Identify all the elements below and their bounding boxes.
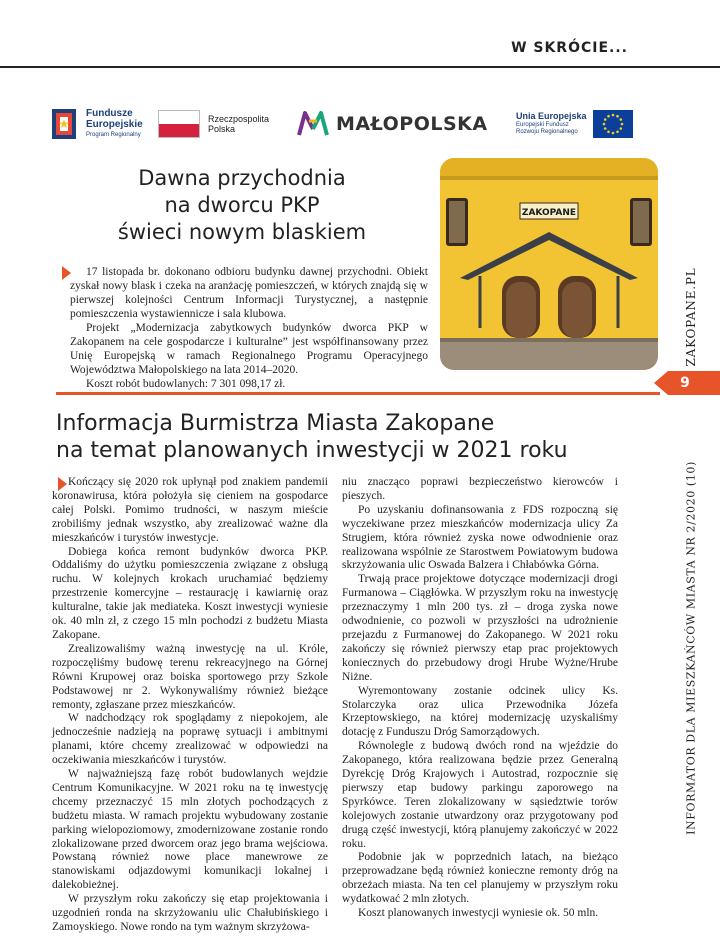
malopolska-m-icon <box>296 109 330 139</box>
fe-line1: Fundusze <box>86 108 133 120</box>
col1-paragraph-6: W przyszłym roku zakończy się etap projektowania i uzgodnień ronda na skrzyżowaniu ulic Chałubińskiego i Zamoyskiego. Nowe rondo na tym ważnym skrzyżowa- <box>52 893 328 933</box>
article1-body <box>70 265 428 391</box>
article1-paragraph-2: Projekt „Modernizacja zabytkowych budynków dworca PKP w Zakopanem na cele gospodarcze i kulturalne” jest współfinansowany przez Unię Europejską w ramach Regionalnego Programu Operacyjnego Województwa Małopolskiego na lata 2014–2020. <box>70 322 428 376</box>
col1-paragraph-1: Kończący się 2020 rok upłynął pod znakiem pandemii koronawirusa, która położyła się cieniem na gospodarce całej Polski. Pomimo trudności, w naszym mieście zrobiliśmy jednak wszystko, aby zrealizować ważne dla mieszkańców i turystów inwestycje. <box>52 476 328 544</box>
page-number: 9 <box>680 375 690 391</box>
malopolska-logo <box>296 100 488 148</box>
unia-europejska-logo <box>516 100 633 148</box>
article1-title-line3: świeci nowym blaskiem <box>117 220 367 244</box>
col1-paragraph-3: Zrealizowaliśmy ważną inwestycję na ul. Króle, rozpoczęliśmy budowę terenu rekreacyjnego na Górnej Równi Krupowej oraz boiska sportowego przy Szkole Podstawowej nr 2. Wykonywaliśmy również bieżące remonty, zgłaszane przez mieszkańców. <box>52 642 328 711</box>
section-divider <box>56 392 660 395</box>
sidebar <box>680 267 702 863</box>
article1-arrow-icon <box>62 266 71 280</box>
col2-paragraph-5: Równolegle z budową dwóch rond na wjeździe do Zakopanego, która realizowana będzie przez Generalną Dyrekcję Dróg Krajowych i Autostrad, rozpocznie się pierwszy etap budowy parkingu zaporowego na Spyrkówce. Teren zlokalizowany w sąsiedztwie torów kolejowych zostanie utwardzony oraz przygotowany pod drugą część inwestycji, którą planujemy zakończyć w 2022 roku. <box>342 740 618 850</box>
col2-paragraph-4: Wyremontowany zostanie odcinek ulicy Ks. Stolarczyka oraz ulica Przewodnika Józefa Krzeptowskiego, na której modernizację uzyskaliśmy dotację z Funduszu Dróg Samorządowych. <box>342 684 618 739</box>
article1-title-line2: na dworcu PKP <box>164 193 320 217</box>
section-tag: W SKRÓCIE... <box>511 40 628 56</box>
eu-flag-icon <box>593 110 633 138</box>
col2-paragraph-1: niu znacząco poprawi bezpieczeństwo kierowców i pieszych. <box>342 476 618 502</box>
fundusze-europejskie-star-icon <box>50 105 80 143</box>
rzeczpospolita-logo <box>158 100 269 148</box>
fundusze-europejskie-logo <box>50 100 143 148</box>
fe-line2: Europejskie <box>86 118 143 130</box>
article1-paragraph-3: Koszt robót budowlanych: 7 301 098,17 zł. <box>86 378 286 390</box>
article2-title-line2: na temat planowanych inwestycji w 2021 roku <box>56 438 568 463</box>
station-building-photo <box>440 158 658 370</box>
rp-line1: Rzeczpospolita <box>208 113 270 124</box>
article1-paragraph-1: 17 listopada br. dokonano odbioru budynku dawnej przychodni. Obiekt zyskał nowy blask i czeka na aranżację pomieszczeń, w których znajdą się w pierwszej kolejności Centrum Informacji Turystycznej, a następnie pomieszczenia wystawiennicze i sala klubowa. <box>70 266 428 320</box>
sidebar-issue: INFORMATOR DLA MIESZKAŃCÓW MIASTA NR 2/2020 (10) <box>684 461 698 835</box>
ue-line2: Europejski Fundusz <box>516 122 569 129</box>
article1-title <box>62 165 422 246</box>
col1-paragraph-2: Dobiega końca remont budynków dworca PKP. Oddaliśmy do użytku pomieszczenia związane z obsługą ruchu. W kolejnych krokach uruchamiać będziemy przestrzenie komercyjne – restaurację i kawiarnię oraz kulturalne, takie jak mediateka. Koszt inwestycji wyniesie ok. 40 mln zł, z czego 15 mln pochodzi z budżetu Miasta Zakopane. <box>52 545 328 641</box>
col2-paragraph-7: Koszt planowanych inwestycji wyniesie ok. 50 mln. <box>358 907 599 920</box>
funding-logos <box>50 100 640 148</box>
article2-column-2 <box>342 476 618 921</box>
sidebar-brand: ZAKOPANE.PL <box>684 267 698 367</box>
col1-paragraph-4: W nadchodzący rok spoglądamy z niepokojem, ale jednocześnie nadzieją na poprawę sytuacji i ambitnymi planami, które chcemy zrealizować w odpowiedzi na oczekiwania mieszkańców i turystów. <box>52 712 328 767</box>
photo-sign-text: ZAKOPANE <box>521 208 577 218</box>
article2-column-1 <box>52 476 328 935</box>
fe-line3: Program Regionalny <box>86 132 141 139</box>
col2-paragraph-2: Po uzyskaniu dofinansowania z FDS rozpoczną się wyczekiwane przez mieszkańców modernizacja ulicy Za Strugiem, która również zyska nowe odwodnienie oraz realizowana wspólnie ze Starostwem Powiatowym budowa skrzyżowania ulic Oswada Balzera i Chłabówka Górna. <box>342 503 618 572</box>
page-number-tab <box>668 371 720 395</box>
col2-paragraph-3: Trwają prace projektowe dotyczące modernizacji drogi Furmanowa – Ciągłówka. W przyszłym roku na inwestycję przeznaczymy 1 mln 200 tys. zł – droga zyska nowe odwodnienie, co pozwoli w przyszłości na udrożnienie przejazdu z Furmanowej do Zakopanego. W 2021 roku zakończy się również pierwszy etap prac projektowych koniecznych do przebudowy drogi Hrube Wyżne/Hrube Niżne. <box>342 573 618 683</box>
rp-line2: Polska <box>208 124 236 134</box>
ue-line1: Unia Europejska <box>516 111 587 122</box>
article2-title <box>56 410 656 464</box>
header-rule <box>0 66 720 68</box>
malopolska-name: MAŁOPOLSKA <box>336 113 488 135</box>
polish-flag-icon <box>158 110 200 138</box>
ue-line3: Rozwoju Regionalnego <box>516 128 578 135</box>
article2-title-line1: Informacja Burmistrza Miasta Zakopane <box>56 411 495 436</box>
col1-paragraph-5: W najważniejszą fazę robót budowlanych wejdzie Centrum Komunikacyjne. W 2021 roku na tę inwestycję chcemy przeznaczyć 15 mln złotych pochodzących z budżetu miasta. W ramach projektu wybudowany zostanie parking wielopoziomowy, zmodernizowane zostanie rondo zlokalizowane przed dworcem oraz jego brama wejściowa. Powstaną również nowe place manewrowe ze stanowiskami odjazdowymi komunikacji lokalnej i dalekobieżnej. <box>52 768 328 892</box>
col2-paragraph-6: Podobnie jak w poprzednich latach, na bieżąco przeprowadzane będą również konieczne remonty dróg na obrzeżach miasta. Na ten cel planujemy w przyszłym roku wydatkować 2 mln złotych. <box>342 851 618 906</box>
article1-title-line1: Dawna przychodnia <box>138 166 346 190</box>
